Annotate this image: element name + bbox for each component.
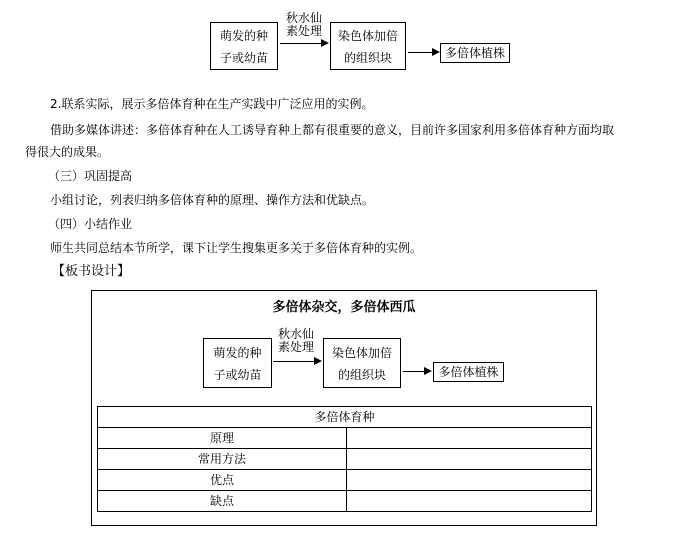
seed-seedling-box: 萌发的种 子或幼苗 [210,22,278,70]
colchicine-label: 秋水仙 素处理 [285,11,322,38]
board-arrow-2 [403,371,425,372]
row-label-disadvantages: 缺点 [98,491,347,512]
row-value-principle [347,428,592,449]
table-row [98,470,592,491]
board-polyploid-plant-box: 多倍体植株 [433,362,504,382]
row-value-method [347,449,592,470]
table-header: 多倍体育种 [98,407,592,428]
paragraph-3: 小组讨论，列表归纳多倍体育种的原理、操作方法和优缺点。 [50,193,375,207]
table-row [98,491,592,512]
board-doubled-tissue-box: 染色体加倍 的组织块 [323,338,401,388]
arrow-2 [408,52,434,53]
paragraph-2a: 借助多媒体讲述：多倍体育种在人工诱导育种上都有很重要的意义，目前许多国家利用多倍体育种方面均取 [50,123,615,137]
table-header-row [98,407,592,428]
polyploid-plant-box: 多倍体植株 [440,43,510,63]
polyploid-breeding-table [97,406,592,512]
board-arrow-1 [273,361,315,362]
board-arrow-2-head [424,367,432,375]
row-value-advantages [347,470,592,491]
doubled-tissue-box: 染色体加倍 的组织块 [330,22,406,70]
board-design-heading: 【板书设计】 [52,264,131,279]
paragraph-4: 师生共同总结本节所学，课下让学生搜集更多关于多倍体育种的实例。 [50,241,423,255]
row-value-disadvantages [347,491,592,512]
arrow-2-head [432,48,440,56]
board-title: 多倍体杂交，多倍体西瓜 [272,300,416,315]
board-arrow-1-head [314,357,322,365]
board-colchicine-label: 秋水仙 素处理 [277,327,314,354]
table-row [98,449,592,470]
board-seed-seedling-box: 萌发的种 子或幼苗 [203,338,272,388]
row-label-principle: 原理 [98,428,347,449]
arrow-1-head [321,39,329,47]
paragraph-2b: 得很大的成果。 [25,145,110,159]
paragraph-1: 2.联系实际，展示多倍体育种在生产实践中广泛应用的实例。 [50,97,374,111]
section-consolidate: （三）巩固提高 [48,169,133,183]
section-summary: （四）小结作业 [48,217,133,231]
arrow-1 [280,43,322,44]
row-label-advantages: 优点 [98,470,347,491]
row-label-method: 常用方法 [98,449,347,470]
table-row [98,428,592,449]
